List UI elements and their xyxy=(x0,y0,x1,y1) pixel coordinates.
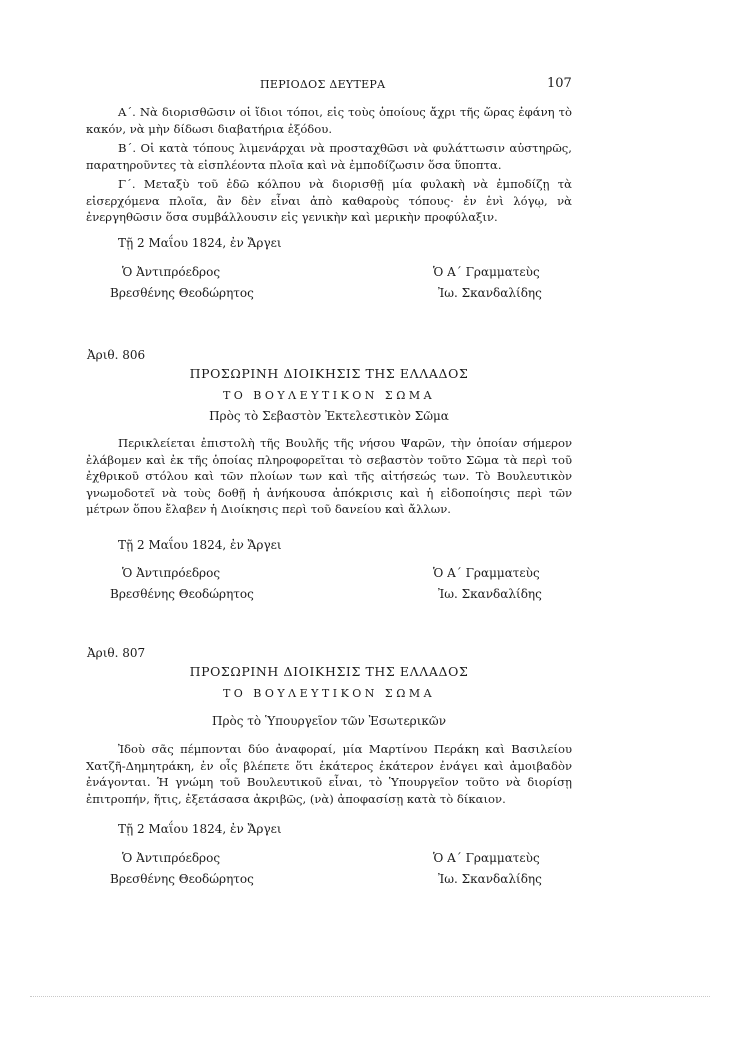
document-addressee: Πρὸς τὸ Σεβαστὸν Ἐκτελεστικὸν Σῶμα xyxy=(209,409,449,423)
signature-right-title: Ὁ Α΄ Γραμματεὺς xyxy=(433,265,540,279)
document-addressee: Πρὸς τὸ Ὑπουργεῖον τῶν Ἐσωτερικῶν xyxy=(212,714,446,728)
document-number: Ἀριθ. 806 xyxy=(87,348,146,362)
signature-right-title: Ὁ Α΄ Γραμματεὺς xyxy=(433,566,540,580)
signature-right xyxy=(433,563,542,605)
signature-right xyxy=(433,262,542,304)
document-body: Περικλείεται ἐπιστολὴ τῆς Βουλῆς τῆς νήσου Ψαρῶν, τὴν ὁποίαν σήμερον ἐλάβομεν καὶ ἐκ τῆς ὁποίας πληροφορεῖται τὸ σεβαστὸν τοῦτο Σῶμα τὰ περὶ τοῦ ἐχθρικοῦ στόλου καὶ τῶν πλοίων των καὶ τῆς αἰτήσεώς των. Τὸ Βουλευτικὸν γνωμοδοτεῖ νὰ τοὺς δοθῇ ἡ ἀνήκουσα ἀπόκρισις καὶ ἡ εἰδοποίησις περὶ τῶν μέτρων ὅπου ἔλαβεν ἡ Διοίκησις περὶ τοῦ δανείου καὶ ἄλλων. xyxy=(86,436,572,516)
signature-left-name: Βρεσθένης Θεοδώρητος xyxy=(110,872,254,886)
dateline: Τῇ 2 Μαΐου 1824, ἐν Ἄργει xyxy=(118,538,282,552)
document-heading: ΠΡΟΣΩΡΙΝΗ ΔΙΟΙΚΗΣΙΣ ΤΗΣ ΕΛΛΑΔΟΣ xyxy=(189,664,469,679)
page-number: 107 xyxy=(547,76,572,91)
signature-right-name: Ἰω. Σκανδαλίδης xyxy=(438,286,542,300)
signature-right xyxy=(433,848,542,890)
dateline: Τῇ 2 Μαΐου 1824, ἐν Ἄργει xyxy=(118,236,282,250)
paragraph-alpha: Α΄. Νὰ διορισθῶσιν οἱ ἴδιοι τόποι, εἰς τοὺς ὁποίους ἄχρι τῆς ὥρας ἐφάνη τὸ κακόν, νὰ μὴν δίδωσι διαβατήρια ἐξόδου. xyxy=(86,105,572,136)
signature-right-name: Ἰω. Σκανδαλίδης xyxy=(438,587,542,601)
document-body: Ἰδοὺ σᾶς πέμπονται δύο ἀναφοραί, μία Μαρτίνου Περάκη καὶ Βασιλείου Χατζῆ-Δημητράκη, ἐν οἷς βλέπετε ὅτι ἑκάτερος ἑκάτερον ἐνάγει καὶ ἀμοιβαδὸν ἐνάγονται. Ἡ γνώμη τοῦ Βουλευτικοῦ εἶναι, τὸ Ὑπουργεῖον τοῦτο νὰ διορίσῃ ἐπιτροπήν, ἥτις, ἐξετάσασα ἀκριβῶς, (νὰ) ἀποφασίσῃ κατὰ τὸ δίκαιον. xyxy=(86,742,572,806)
document-number: Ἀριθ. 807 xyxy=(87,646,146,660)
signature-left-name: Βρεσθένης Θεοδώρητος xyxy=(110,587,254,601)
signature-left-title: Ὁ Ἀντιπρόεδρος xyxy=(122,851,221,865)
signature-left-title: Ὁ Ἀντιπρόεδρος xyxy=(122,566,221,580)
running-header-title: ΠΕΡΙΟΔΟΣ ΔΕΥΤΕΡΑ xyxy=(260,78,386,91)
scan-noise-divider xyxy=(30,996,710,1001)
signature-right-name: Ἰω. Σκανδαλίδης xyxy=(438,872,542,886)
document-subheading: ΤΟ ΒΟΥΛΕΥΤΙΚΟΝ ΣΩΜΑ xyxy=(222,389,436,402)
signature-right-title: Ὁ Α΄ Γραμματεὺς xyxy=(433,851,540,865)
signature-left xyxy=(110,262,254,304)
signature-left xyxy=(110,563,254,605)
signature-left xyxy=(110,848,254,890)
document-subheading: ΤΟ ΒΟΥΛΕΥΤΙΚΟΝ ΣΩΜΑ xyxy=(222,687,436,700)
paragraph-beta: Β΄. Οἱ κατὰ τόπους λιμενάρχαι νὰ προσταχθῶσι νὰ φυλάττωσιν αὐστηρῶς, παρατηροῦντες τὰ εἰσπλέοντα πλοῖα καὶ νὰ ἐμποδίζωσιν ὅσα ὕποπτα. xyxy=(86,141,572,172)
paragraph-gamma: Γ΄. Μεταξὺ τοῦ ἐδῶ κόλπου νὰ διορισθῇ μία φυλακὴ νὰ ἐμποδίζῃ τὰ εἰσερχόμενα πλοῖα, ἂν δὲν εἶναι ἀπὸ καθαροὺς τόπους· ἐν ἑνὶ λόγῳ, νὰ ἐνεργηθῶσιν ὅσα συμβάλλουσιν εἰς γενικὴν καὶ μερικὴν προφύλαξιν. xyxy=(86,177,572,224)
document-heading: ΠΡΟΣΩΡΙΝΗ ΔΙΟΙΚΗΣΙΣ ΤΗΣ ΕΛΛΑΔΟΣ xyxy=(189,366,469,381)
dateline: Τῇ 2 Μαΐου 1824, ἐν Ἄργει xyxy=(118,822,282,836)
signature-left-title: Ὁ Ἀντιπρόεδρος xyxy=(122,265,221,279)
signature-left-name: Βρεσθένης Θεοδώρητος xyxy=(110,286,254,300)
